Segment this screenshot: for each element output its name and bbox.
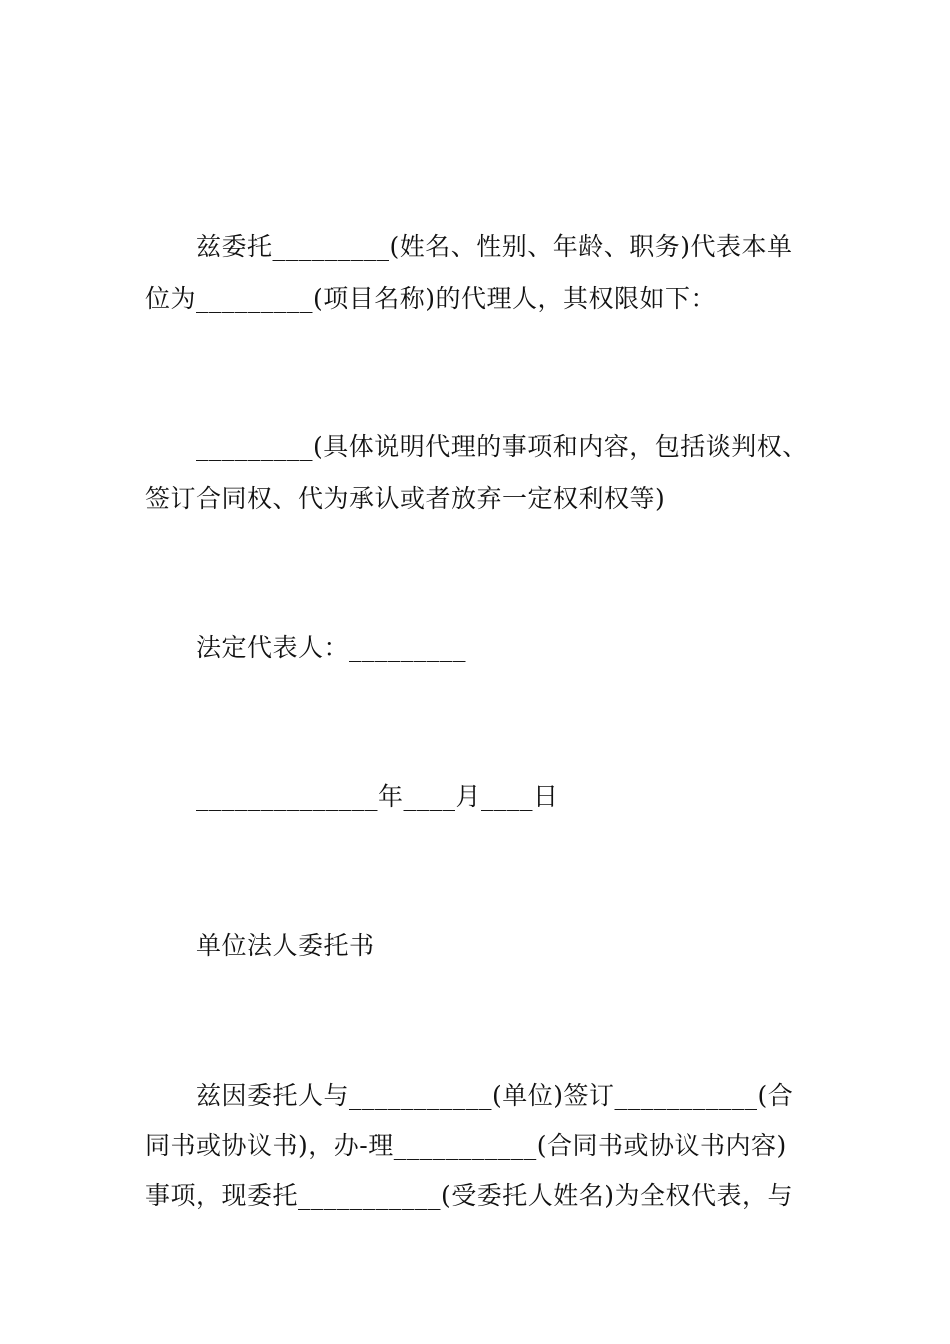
paragraph-3-line-2: 同书或协议书)，办-理___________(合同书或协议书内容) bbox=[145, 1131, 787, 1160]
paragraph-2-line-1: _________(具体说明代理的事项和内容，包括谈判权、 bbox=[196, 432, 808, 461]
paragraph-2-line-2: 签订合同权、代为承认或者放弃一定权利权等) bbox=[145, 484, 666, 513]
section-title: 单位法人委托书 bbox=[196, 931, 375, 960]
paragraph-1-line-1: 兹委托_________(姓名、性别、年龄、职务)代表本单 bbox=[196, 232, 793, 261]
date-line: ______________年____月____日 bbox=[196, 782, 559, 811]
paragraph-3-line-1: 兹因委托人与___________(单位)签订___________(合 bbox=[196, 1081, 794, 1110]
legal-representative-line: 法定代表人：_________ bbox=[196, 633, 467, 662]
paragraph-3-line-3: 事项，现委托___________(受委托人姓名)为全权代表，与 bbox=[145, 1181, 794, 1210]
paragraph-1-line-2: 位为_________(项目名称)的代理人，其权限如下： bbox=[145, 284, 717, 313]
